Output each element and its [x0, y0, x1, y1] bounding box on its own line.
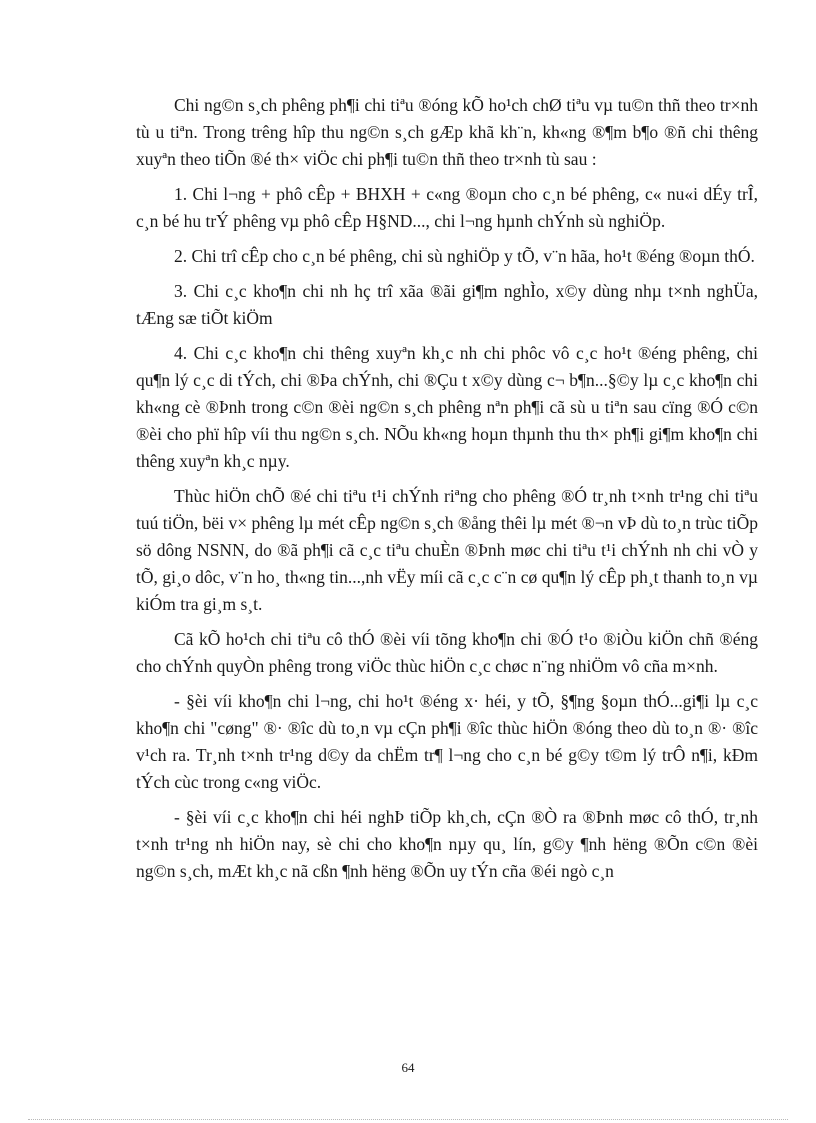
paragraph-item-1: 1. Chi l¬ng + phô cÊp + BHXH + c«ng ®oµn cho c¸n bé phêng, c« nu«i dÉy trÎ, c¸n bé hu trÝ phêng vµ phô cÊp H§ND..., chi l¬ng hµnh chÝnh sù nghiÖp. — [136, 184, 758, 231]
paragraph-spending-regime: Thùc hiÖn chÕ ®é chi tiªu t¹i chÝnh riªng cho phêng ®Ó tr¸nh t×nh tr¹ng chi tiªu tuú tiÖn, bëi v× phêng lµ mét cÊp ng©n s¸ch ®ång thêi lµ mét ®¬n vÞ dù to¸n trùc tiÕp sö dông NSNN, do ®ã ph¶i cã c¸c tiªu chuÈn ®Þnh møc chi tiªu t¹i chÝnh nh chi vÒ y tÕ, gi¸o dôc, v¨n ho¸ th«ng tin...,nh vËy míi cã c¸c c¨n cø qu¶n lý cÊp ph¸t thanh to¸n vµ kiÓm tra gi¸m s¸t. — [136, 486, 758, 614]
paragraph-item-4: 4. Chi c¸c kho¶n chi thêng xuyªn kh¸c nh chi phôc vô c¸c ho¹t ®éng phêng, chi qu¶n lý c¸c di tÝch, chi ®Þa chÝnh, chi ®Çu t x©y dùng c¬ b¶n...§©y lµ c¸c kho¶n chi kh«ng cè ®Þnh trong c©n ®èi ng©n s¸ch phêng nªn ph¶i cã sù u tiªn sau cïng ®Ó c©n ®èi cho phï hîp víi thu ng©n s¸ch. NÕu kh«ng hoµn thµnh thu th× ph¶i gi¶m kho¶n chi thêng xuyªn kh¸c nµy. — [136, 343, 758, 471]
paragraph-item-3: 3. Chi c¸c kho¶n chi nh hç trî xãa ®ãi gi¶m nghÌo, x©y dùng nhµ t×nh nghÜa, tÆng sæ tiÕt kiÖm — [136, 281, 758, 328]
paragraph-salary-items: - §èi víi kho¶n chi l¬ng, chi ho¹t ®éng x· héi, y tÕ, §¶ng §oµn thÓ...gi¶i lµ c¸c kho¶n chi "cøng" ®· ®îc dù to¸n vµ cÇn ph¶i ®îc thùc hiÖn ®óng theo dù to¸n ®· ®îc v¹ch ra. Tr¸nh t×nh tr¹ng d©y da chËm tr¶ l¬ng cho c¸n bé g©y t©m lý trÔ n¶i, kÐm tÝch cùc trong c«ng viÖc. — [136, 691, 758, 792]
body-text — [136, 92, 758, 893]
paragraph-spending-plan: Cã kÕ ho¹ch chi tiªu cô thÓ ®èi víi tõng kho¶n chi ®Ó t¹o ®iÒu kiÖn chñ ®éng cho chÝnh quyÒn phêng trong viÖc thùc hiÖn c¸c chøc n¨ng nhiÖm vô cña m×nh. — [136, 629, 758, 676]
footer-divider — [28, 1119, 788, 1120]
paragraph-intro: Chi ng©n s¸ch phêng ph¶i chi tiªu ®óng kÕ ho¹ch chØ tiªu vµ tu©n thñ theo tr×nh tù u tiªn. Trong trêng hîp thu ng©n s¸ch gÆp khã kh¨n, kh«ng ®¶m b¶o ®ñ chi thêng xuyªn theo tiÕn ®é th× viÖc chi ph¶i tu©n thñ theo tr×nh tù sau : — [136, 95, 758, 169]
paragraph-reception-items: - §èi víi c¸c kho¶n chi héi nghÞ tiÕp kh¸ch, cÇn ®Ò ra ®Þnh møc cô thÓ, tr¸nh t×nh tr¹ng nh hiÖn nay, sè chi cho kho¶n nµy qu¸ lín, g©y ¶nh hëng ®Õn c©n ®èi ng©n s¸ch, mÆt kh¸c nã cßn ¶nh hëng ®Õn uy tÝn cña ®éi ngò c¸n — [136, 807, 758, 881]
page-number: 64 — [401, 1060, 415, 1075]
paragraph-item-2: 2. Chi trî cÊp cho c¸n bé phêng, chi sù nghiÖp y tÕ, v¨n hãa, ho¹t ®éng ®oµn thÓ. — [174, 246, 755, 266]
